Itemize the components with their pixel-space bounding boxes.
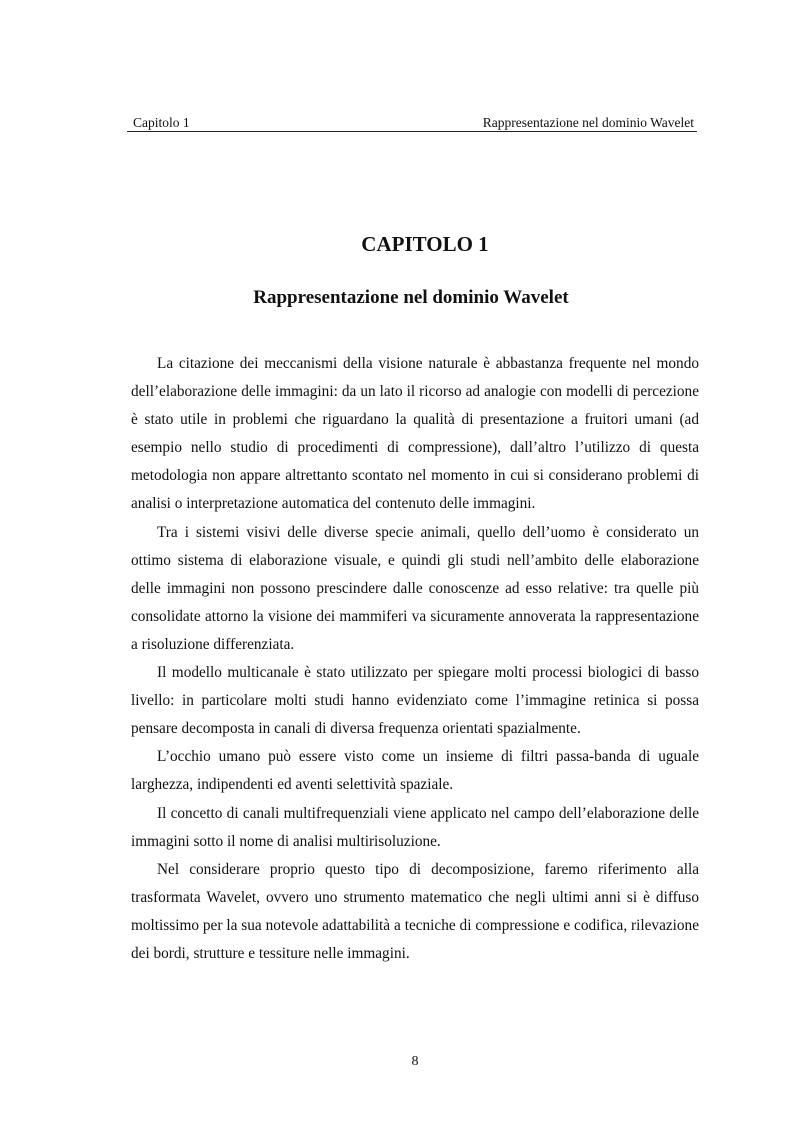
header-rule	[127, 131, 697, 132]
paragraph: L’occhio umano può essere visto come un insieme di filtri passa-banda di uguale larghezza, indipendenti ed aventi selettività spaziale.	[131, 748, 699, 794]
paragraph: Tra i sistemi visivi delle diverse specie animali, quello dell’uomo è considerato un ottimo sistema di elaborazione visuale, e quindi gli studi nell’ambito delle elaborazione delle immagini non possono prescindere dalle conoscenze ad esso relative: tra quelle più consolidate attorno la visione dei mammiferi va sicuramente annoverata la rappresentazione a risoluzione differenziata.	[131, 523, 699, 653]
paragraph: Il concetto di canali multifrequenziali viene applicato nel campo dell’elaborazione delle immagini sotto il nome di analisi multirisoluzione.	[131, 804, 699, 850]
paragraph: La citazione dei meccanismi della visione naturale è abbastanza frequente nel mondo dell’elaborazione delle immagini: da un lato il ricorso ad analogie con modelli di percezione è stato utile in problemi che riguardano la qualità di presentazione a fruitori umani (ad esempio nello studio di procedimenti di compressione), dall’altro l’utilizzo di questa metodologia non appare altrettanto scontato nel momento in cui si considerano problemi di analisi o interpretazione automatica del contenuto delle immagini.	[131, 355, 699, 513]
page-number: 8	[411, 1054, 419, 1069]
chapter-label: CAPITOLO 1	[361, 232, 489, 256]
paragraph: Il modello multicanale è stato utilizzato per spiegare molti processi biologici di basso livello: in particolare molti studi hanno evidenziato come l’immagine retinica si possa pensare decomposta in canali di diversa frequenza orientati spazialmente.	[131, 664, 699, 738]
running-header	[131, 114, 694, 132]
chapter-title: Rappresentazione nel dominio Wavelet	[253, 287, 569, 308]
header-title: Rappresentazione nel dominio Wavelet	[482, 115, 694, 130]
paragraph: Nel considerare proprio questo tipo di decomposizione, faremo riferimento alla trasformata Wavelet, ovvero uno strumento matematico che negli ultimi anni si è diffuso moltissimo per la sua notevole adattabilità a tecniche di compressione e codifica, rilevazione dei bordi, strutture e tessiture nelle immagini.	[131, 860, 699, 962]
body-text	[131, 350, 699, 968]
header-chapter: Capitolo 1	[133, 115, 190, 130]
